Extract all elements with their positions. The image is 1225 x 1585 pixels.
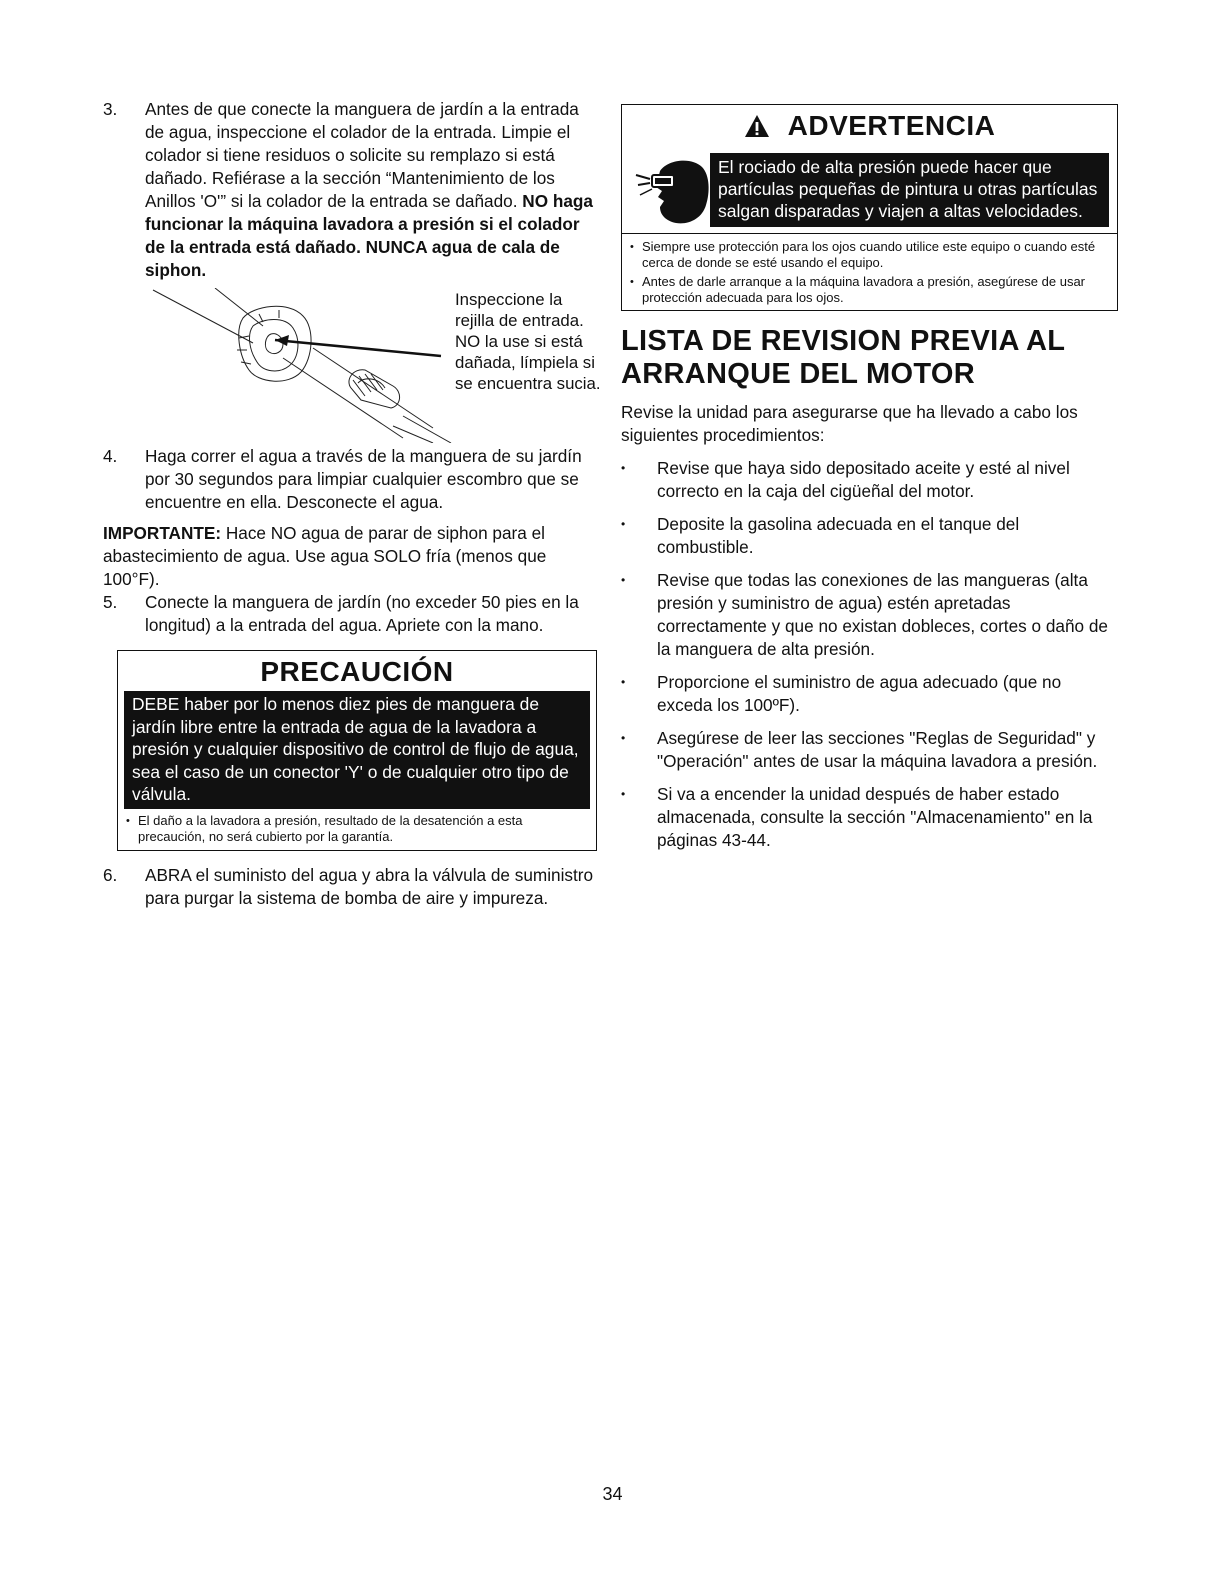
- warning-bullet: • Antes de darle arranque a la máquina lavadora a presión, asegúrese de usar protección adecuada para los ojos.: [630, 274, 1111, 306]
- warning-bullets: [622, 233, 1117, 310]
- caution-box: [117, 650, 597, 851]
- right-column: [621, 104, 1118, 852]
- important-note: [103, 522, 600, 591]
- warning-header: [622, 105, 1117, 147]
- warning-title: ADVERTENCIA: [787, 110, 996, 141]
- step-3: [103, 98, 600, 282]
- warning-triangle-icon: [744, 114, 770, 138]
- step-6-text: ABRA el suministo del agua y abra la válvula de suministro para purgar la sistema de bomba de aire y impureza.: [145, 864, 594, 908]
- step-number: 6.: [103, 864, 118, 885]
- left-column: [103, 98, 600, 910]
- important-text: Hace NO agua de parar de siphon para el abastecimiento de agua. Use agua SOLO fría (menos que 100°F).: [103, 523, 547, 589]
- checklist-item: • Proporcione el suministro de agua adecuado (que no exceda los 100ºF).: [621, 671, 1118, 717]
- step-5: [103, 591, 600, 637]
- caution-bullet: • El daño a la lavadora a presión, resultado de la desatención a esta precaución, no será cubierto por la garantía.: [126, 813, 590, 845]
- step-4: [103, 445, 600, 514]
- step-4-text: Haga correr el agua a través de la manguera de su jardín por 30 segundos para limpiar cualquier escombro que se encuentre en ella. Desconecte el agua.: [145, 446, 582, 512]
- caution-title: PRECAUCIÓN: [260, 656, 454, 687]
- warning-bullet: • Siempre use protección para los ojos cuando utilice este equipo o cuando esté cerca de donde se esté usando el equipo.: [630, 239, 1111, 271]
- warning-row: [630, 153, 1109, 227]
- step-5-text: Conecte la manguera de jardín (no exceder 50 pies en la longitud) a la entrada del agua. Apriete con la mano.: [145, 592, 579, 635]
- checklist-item: • Revise que haya sido depositado aceite y esté al nivel correcto en la caja del cigüeñal del motor.: [621, 457, 1118, 503]
- step-3-bold-warning: NO haga funcionar la máquina lavadora a presión si el colador de la entrada está dañado. NUNCA agua de cala de siphon.: [145, 191, 593, 280]
- checklist-item: • Revise que todas las conexiones de las mangueras (alta presión y suministro de agua) estén apretadas correctamente y que no existan dobleces, cortes o daño de la manguera de alta presión.: [621, 569, 1118, 661]
- caution-bullets: [118, 809, 596, 850]
- checklist-item: • Deposite la gasolina adecuada en el tanque del combustible.: [621, 513, 1118, 559]
- figure-caption: Inspeccione la rejilla de entrada. NO la use si está dañada, límpiela si se encuentra sucia.: [455, 290, 601, 393]
- inlet-screen-figure: [103, 288, 600, 443]
- checklist-item: • Asegúrese de leer las secciones "Reglas de Seguridad" y "Operación" antes de usar la máquina lavadora a presión.: [621, 727, 1118, 773]
- step-number: 4.: [103, 446, 118, 466]
- checklist: [621, 457, 1118, 852]
- checklist-item: • Si va a encender la unidad después de haber estado almacenada, consulte la sección "Almacenamiento" en la páginas 43-44.: [621, 783, 1118, 852]
- inlet-screen-illustration: [103, 288, 453, 443]
- step-number: 5.: [103, 592, 118, 612]
- warning-box: [621, 104, 1118, 311]
- eye-protection-icon: [630, 153, 710, 227]
- important-label: IMPORTANTE:: [103, 523, 222, 543]
- section-title: LISTA DE REVISION PREVIA AL ARRANQUE DEL MOTOR: [621, 325, 1065, 390]
- step-6: [103, 864, 600, 910]
- warning-text: El rociado de alta presión puede hacer que partículas pequeñas de pintura u otras partículas salgan disparadas y viajen a altas velocidades.: [710, 153, 1109, 227]
- page-number: 34: [602, 1484, 623, 1504]
- step-3-text: Antes de que conecte la manguera de jardín a la entrada de agua, inspeccione el colador de la entrada. Limpie el colador si tiene residuos o solicite su remplazo si está dañado. Refiérase a la sección “Mantenimiento de los Anillos 'O'” si la colador de la entrada se dañado.: [145, 99, 579, 211]
- caution-text: DEBE haber por lo menos diez pies de manguera de jardín libre entre la entrada de agua de la lavadora a presión y cualquier dispositivo de control de flujo de agua, sea el caso de un conector 'Y' o de cualquier otro tipo de válvula.: [124, 691, 590, 809]
- step-number: 3.: [103, 99, 118, 119]
- section-intro: Revise la unidad para asegurarse que ha llevado a cabo los siguientes procedimientos:: [621, 402, 1078, 445]
